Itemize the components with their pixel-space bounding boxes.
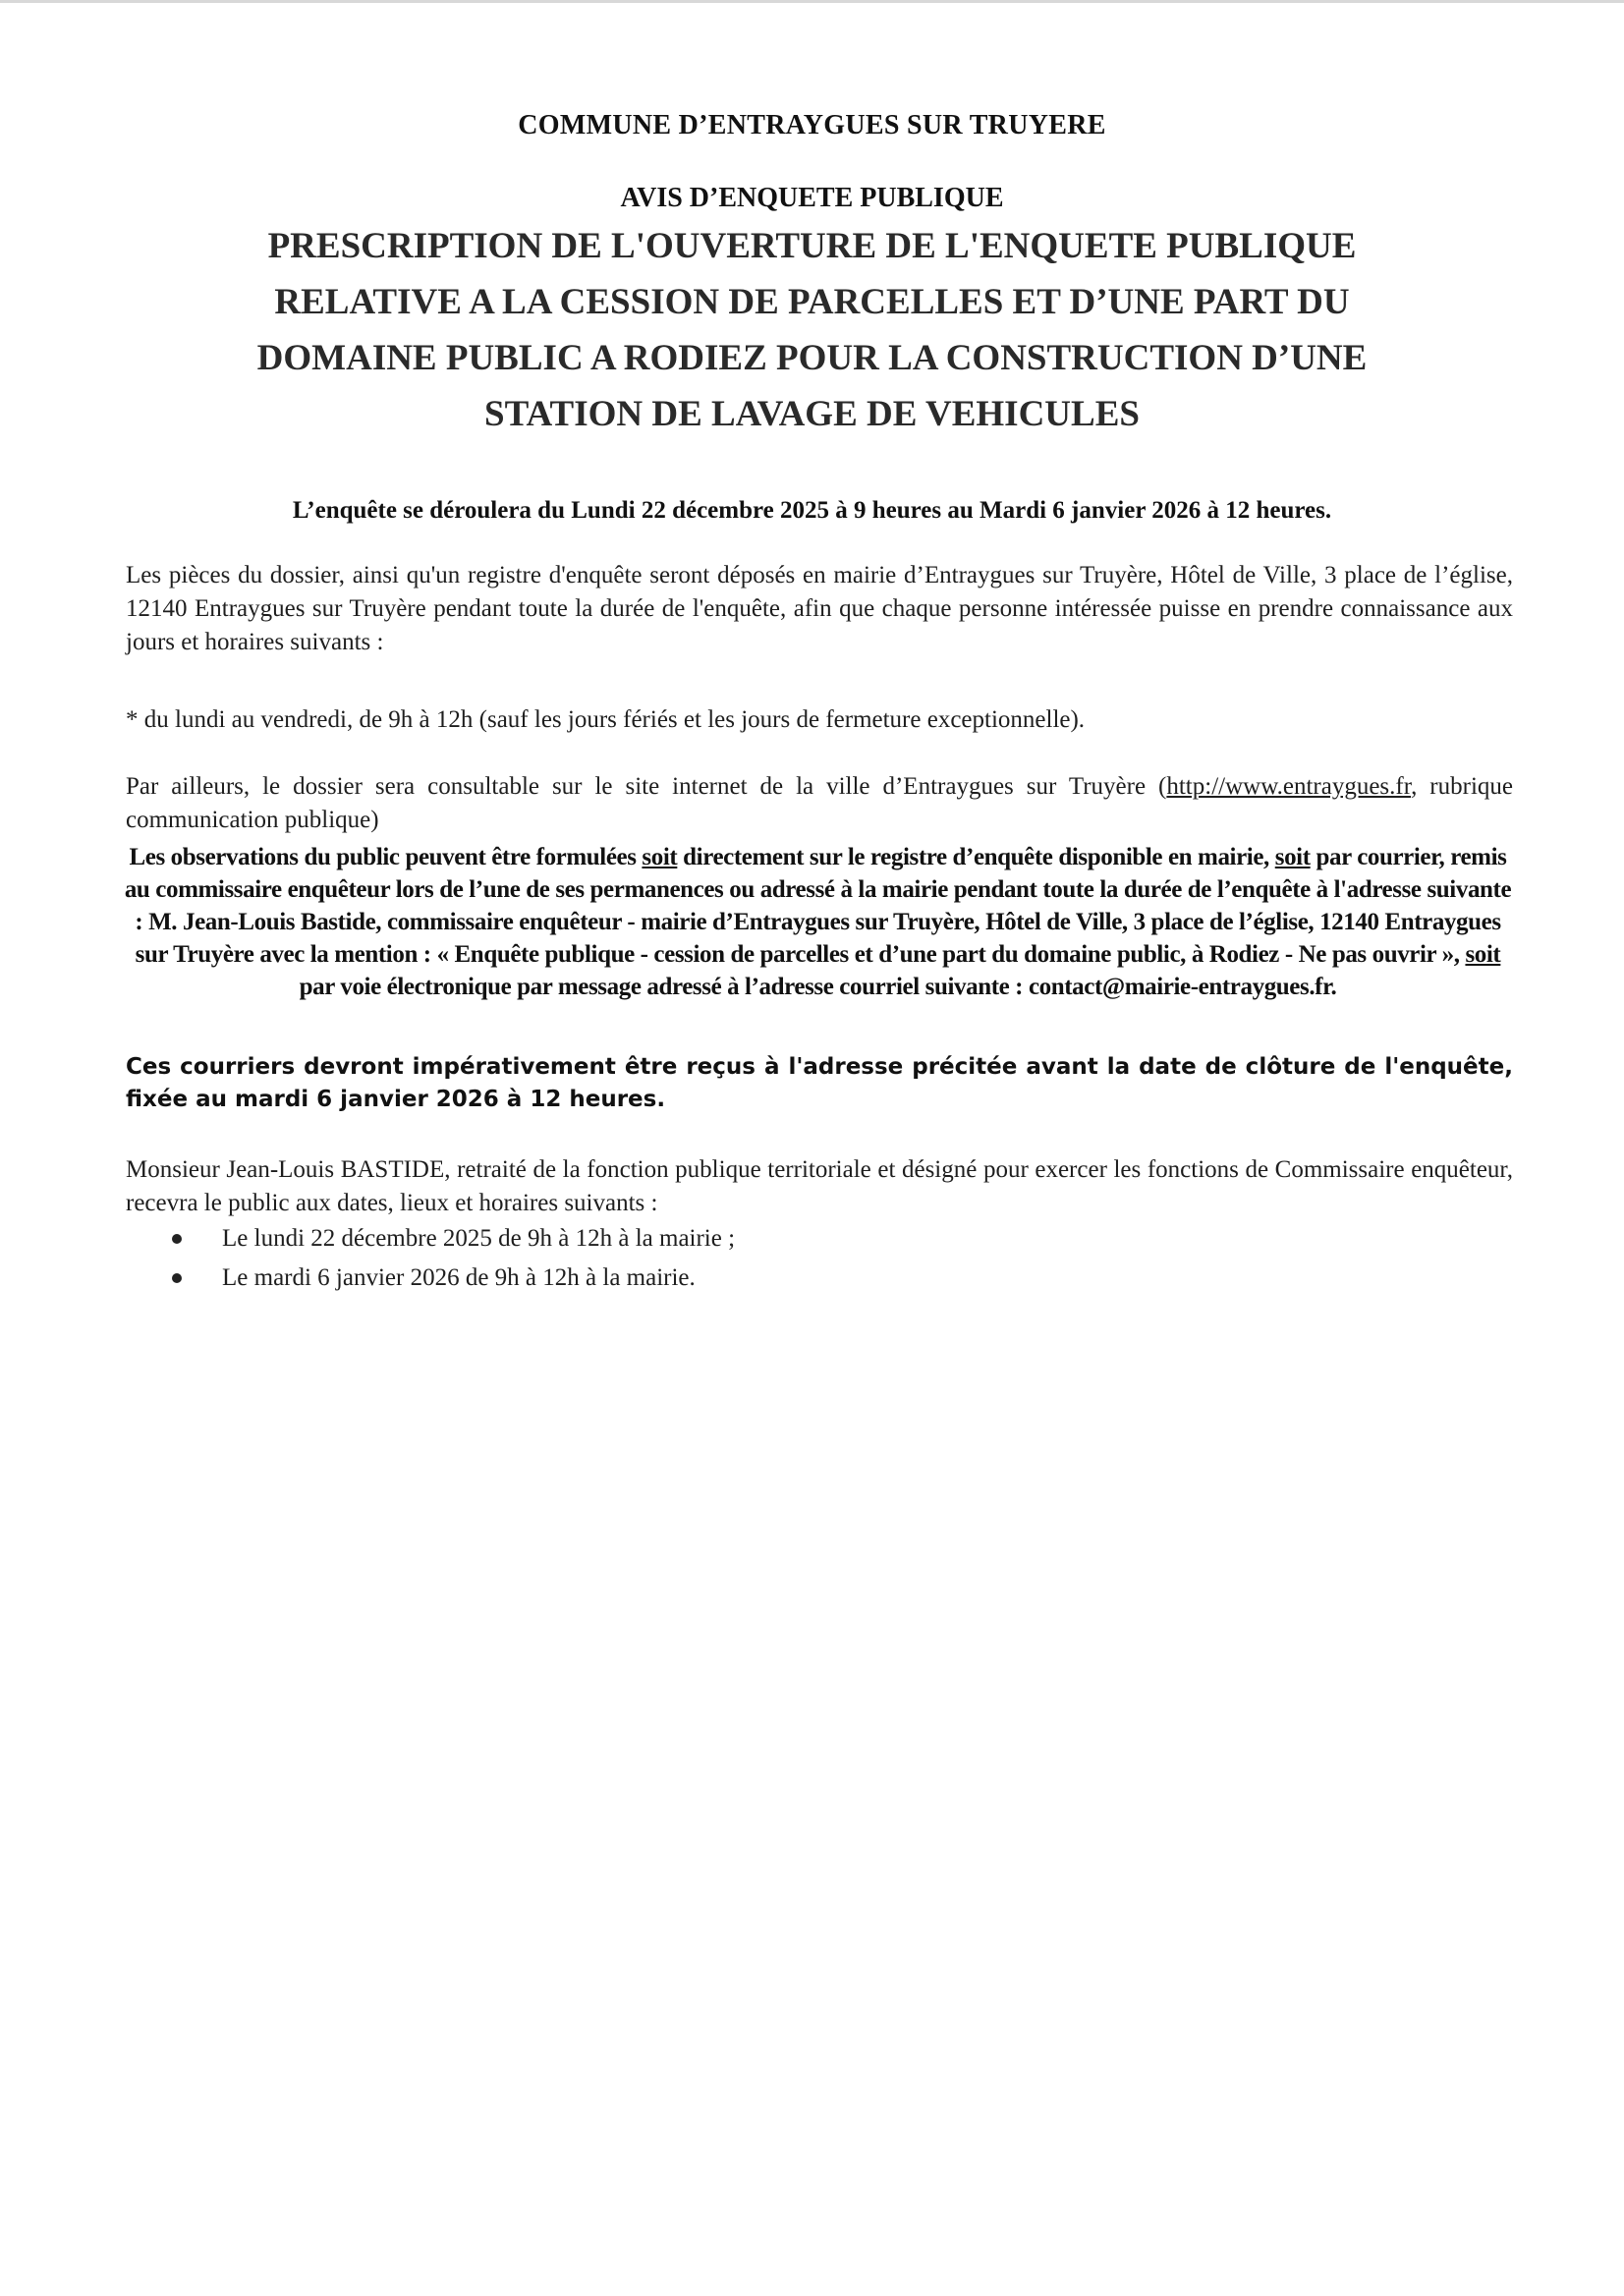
commissioner-paragraph: Monsieur Jean-Louis BASTIDE, retraité de la fonction publique territoriale et désigné pour exercer les fonctions de Commissaire enquêteur, recevra le public aux dates, lieux et horaires suivants : bbox=[126, 1156, 1513, 1216]
permanence-text: Le lundi 22 décembre 2025 de 9h à 12h à la mairie ; bbox=[222, 1225, 736, 1252]
website-text-before: Par ailleurs, le dossier sera consultable sur le site internet de la ville d’Entraygues sur Truyère ( bbox=[126, 773, 1167, 800]
soit-emphasis: soit bbox=[642, 844, 678, 870]
opening-hours: * du lundi au vendredi, de 9h à 12h (sauf les jours fériés et les jours de fermeture exceptionnelle). bbox=[126, 706, 1086, 733]
permanence-text: Le mardi 6 janvier 2026 de 9h à 12h à la mairie. bbox=[222, 1264, 696, 1291]
permanence-list bbox=[126, 1219, 1403, 1298]
list-item bbox=[126, 1259, 1403, 1298]
observations-text: par courrier, remis au commissaire enquêteur lors de l’une de ses permanences ou adressé à la mairie pendant toute la durée de l’enquête à l'adresse suivante : M. Jean-Louis Bastide, commissaire enquêteur - mairie d’Entraygues sur Truyère, Hôtel de Ville, 3 place de l’église, 12140 Entraygues sur Truyère avec la mention : « Enquête publique - cession de parcelles et d’une part du domaine public, à Rodiez - Ne pas ouvrir » bbox=[124, 844, 1512, 968]
commune-heading: COMMUNE D’ENTRAYGUES SUR TRUYERE bbox=[518, 110, 1106, 140]
main-title-line: PRESCRIPTION DE L'OUVERTURE DE L'ENQUETE PUBLIQUE bbox=[267, 226, 1357, 266]
main-title bbox=[177, 218, 1447, 442]
observations-text: Les observations du public peuvent être formulées bbox=[129, 844, 643, 870]
bullet-icon bbox=[172, 1234, 182, 1244]
deadline-line: fixée au mardi 6 janvier 2026 à 12 heures. bbox=[126, 1087, 666, 1112]
main-title-line: DOMAINE PUBLIC A RODIEZ POUR LA CONSTRUCTION D’UNE bbox=[256, 338, 1368, 378]
list-item bbox=[126, 1219, 1403, 1259]
website-text-after: , rubrique communication publique) bbox=[126, 773, 1513, 833]
observations-text: directement sur le registre d’enquête disponible en mairie, bbox=[677, 844, 1275, 870]
notice-heading: AVIS D’ENQUETE PUBLIQUE bbox=[620, 183, 1004, 213]
observations-paragraph: Les observations du public peuvent être formulées soit directement sur le registre d’enquête disponible en mairie, soit par courrier, remis au commissaire enquêteur lors de l’une de ses permanences ou adressé à la mairie pendant toute la durée de l’enquête à l'adresse suivante : M. Jean-Louis Bastide, commissaire enquêteur - mairie d’Entraygues sur Truyère, Hôtel de Ville, 3 place de l’église, 12140 Entraygues sur Truyère avec la mention : « Enquête publique - cession de parcelles et d’une part du domaine public, à Rodiez - Ne pas ouvrir », soit par voie électronique par message adressé à l’adresse courriel suivante : contact@mairie-entraygues.fr. bbox=[124, 844, 1512, 1000]
website-link[interactable]: http://www.entraygues.fr bbox=[1166, 773, 1412, 800]
observations-text: par voie électronique par message adressé à l’adresse courriel suivante : contact@mairie-entraygues.fr. bbox=[299, 974, 1337, 1000]
deadline-line: Ces courriers devront impérativement être reçus à l'adresse précitée avant la date de clôture de l'enquête, bbox=[126, 1054, 1513, 1080]
main-title-line: RELATIVE A LA CESSION DE PARCELLES ET D’UNE PART DU bbox=[274, 282, 1350, 322]
main-title-line: STATION DE LAVAGE DE VEHICULES bbox=[484, 394, 1140, 434]
dossier-paragraph: Les pièces du dossier, ainsi qu'un registre d'enquête seront déposés en mairie d’Entraygues sur Truyère, Hôtel de Ville, 3 place de l’église, 12140 Entraygues sur Truyère pendant toute la durée de l'enquête, afin que chaque personne intéressée puisse en prendre connaissance aux jours et horaires suivants : bbox=[126, 562, 1513, 655]
scan-top-edge bbox=[0, 0, 1624, 3]
inquiry-dates: L’enquête se déroulera du Lundi 22 décembre 2025 à 9 heures au Mardi 6 janvier 2026 à 12 heures. bbox=[292, 497, 1332, 524]
bullet-icon bbox=[172, 1273, 182, 1283]
soit-emphasis: soit bbox=[1465, 941, 1501, 968]
website-paragraph bbox=[126, 770, 1513, 837]
soit-emphasis: soit bbox=[1274, 844, 1311, 870]
deadline-paragraph bbox=[126, 1051, 1513, 1116]
